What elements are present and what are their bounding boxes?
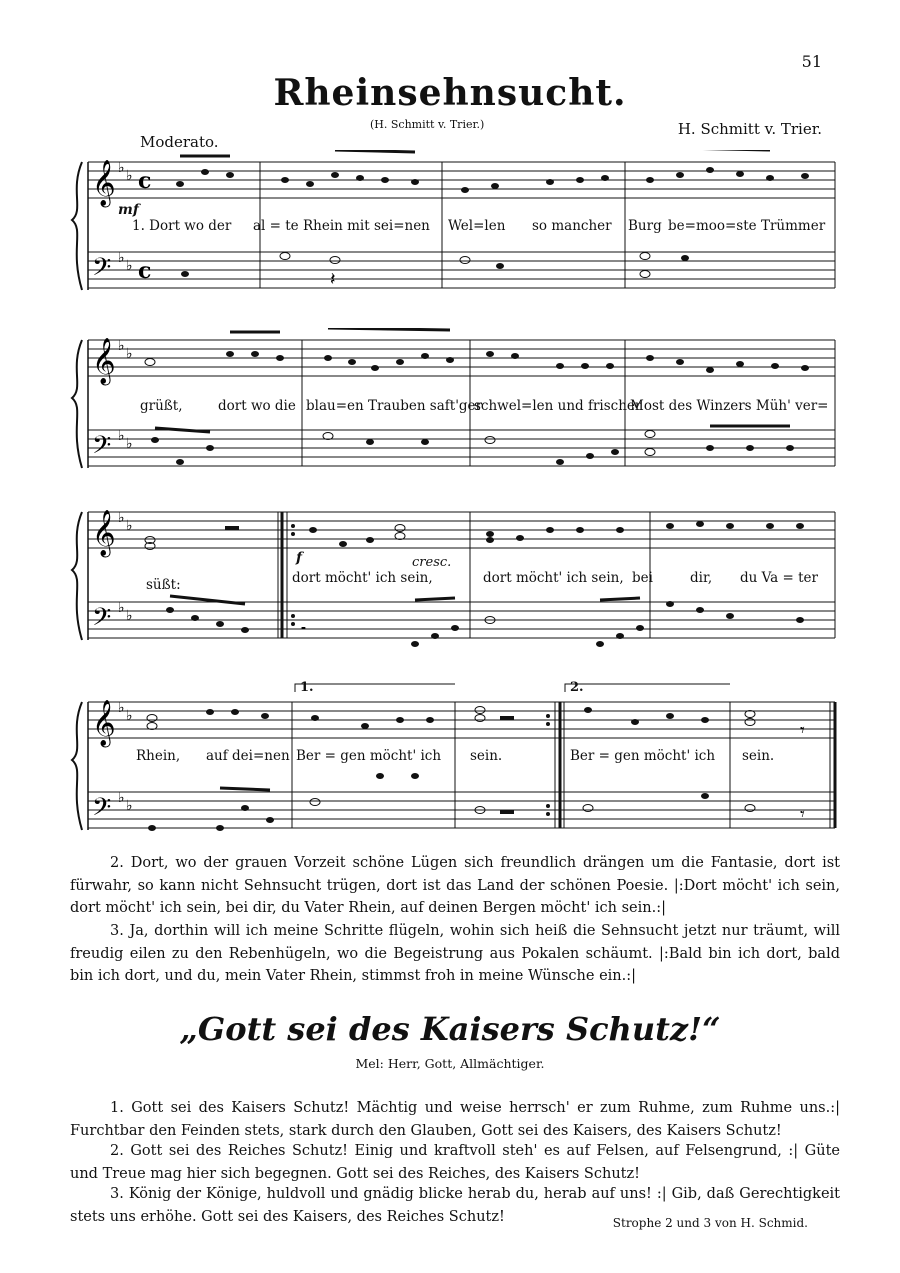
svg-text:𝄢: 𝄢 (92, 793, 112, 828)
tempo-marking: Moderato. (140, 133, 219, 151)
melody-note: Mel: Herr, Gott, Allmächtiger. (355, 1056, 545, 1071)
svg-text:♭: ♭ (118, 160, 125, 176)
svg-text:♭: ♭ (126, 518, 133, 534)
svg-text:♭: ♭ (118, 700, 125, 716)
lyric: blau=en Trauben saft'ger (306, 398, 483, 414)
lyric: 1. Dort wo der (132, 218, 232, 234)
lyric: Wel=len (448, 218, 506, 234)
svg-text:𝄞: 𝄞 (92, 338, 116, 384)
lyric: süßt: (146, 577, 181, 593)
hymn-title: „Gott sei des Kaisers Schutz!“ (179, 1010, 721, 1048)
svg-text:♭: ♭ (126, 346, 133, 362)
lyric: dort möcht' ich sein, (483, 570, 624, 586)
svg-text:𝄾: 𝄾 (800, 804, 805, 825)
svg-text:♭: ♭ (126, 168, 133, 184)
svg-text:♭: ♭ (126, 708, 133, 724)
svg-text:♭: ♭ (126, 798, 133, 814)
svg-text:♭: ♭ (126, 436, 133, 452)
lyric: Ber = gen möcht' ich (296, 748, 442, 764)
lyric: sein. (742, 748, 775, 764)
page-number: 51 (801, 52, 822, 71)
lyric: du Va = ter (740, 570, 818, 586)
song-title: Rheinsehnsucht. (273, 72, 627, 114)
lyric: Ber = gen möcht' ich (570, 748, 716, 764)
svg-text:𝄞: 𝄞 (92, 700, 116, 746)
lyric: dort wo die (218, 398, 296, 414)
lyric: Most des Winzers Müh' ver= (630, 398, 829, 414)
svg-text:♭: ♭ (126, 608, 133, 624)
svg-text:𝄾: 𝄾 (800, 720, 805, 741)
svg-text:𝄢: 𝄢 (92, 253, 112, 288)
strophe-credit: Strophe 2 und 3 von H. Schmid. (612, 1216, 808, 1230)
svg-text:𝄢: 𝄢 (92, 431, 112, 466)
volta-first: 1. (300, 680, 314, 695)
svg-text:𝄞: 𝄞 (92, 510, 116, 556)
svg-text:𝄞: 𝄞 (92, 160, 116, 206)
score-system-3 (70, 500, 840, 655)
dynamic-f: f (296, 550, 303, 566)
lyric: Burg (628, 218, 662, 234)
song-verse-2: 2. Dort, wo der grauen Vorzeit schöne Lügen sich freundlich drängen um die Fantasie, dort ist fürwahr, so kann nicht Sehnsucht trügen, dort ist das Land der schönen Poesie. |:Dort möcht' ich sein, dort möcht' ich sein, bei dir, du Vater Rhein, auf deinen Bergen möcht' ich sein.:| (70, 855, 840, 916)
hymn-verse-2: 2. Gott sei des Reiches Schutz! Einig und kraftvoll steh' es auf Felsen, auf Felsengrund, :| Güte und Treue mag hier sich begegnen. Gott sei des Reiches, des Kaisers Schutz! (70, 1143, 840, 1182)
hymn-verse-1: 1. Gott sei des Kaisers Schutz! Mächtig und weise herrsch' er zum Ruhme, zum Ruhme uns.:| Furchtbar den Feinden stets, stark durch den Glauben, Gott sei des Kaisers, des Kaisers Schutz! (70, 1100, 840, 1139)
svg-text:𝄼: 𝄼 (300, 619, 307, 640)
lyric: dir, (690, 570, 713, 586)
arranger-note: (H. Schmitt v. Trier.) (370, 118, 485, 131)
lyric: schwel=len und frischer (474, 398, 642, 414)
lyric: grüßt, (140, 398, 183, 414)
lyric: so mancher (532, 218, 612, 234)
lyric: al = te Rhein mit sei=nen (253, 218, 430, 234)
svg-text:♭: ♭ (118, 600, 125, 616)
dynamic-mf: mf (118, 202, 139, 218)
hymn-verse-3: 3. König der Könige, huldvoll und gnädig blicke herab du, herab auf uns! :| Gib, daß Gerechtigkeit stets uns erhöhe. Gott sei des Kaisers, des Reiches Schutz! (70, 1186, 840, 1225)
volta-second: 2. (570, 680, 584, 695)
svg-text:♭: ♭ (118, 250, 125, 266)
svg-text:𝄽: 𝄽 (330, 269, 336, 290)
dynamic-cresc: cresc. (412, 555, 452, 570)
svg-text:♭: ♭ (118, 428, 125, 444)
svg-text:♭: ♭ (118, 338, 125, 354)
svg-text:𝄢: 𝄢 (92, 603, 112, 638)
lyric: auf dei=nen (206, 748, 290, 764)
lyric: be=moo=ste Trümmer (668, 218, 826, 234)
song-verse-3: 3. Ja, dorthin will ich meine Schritte flügeln, wohin sich heiß die Sehnsucht jetzt nur träumt, will freudig eilen zu den Rebenhügeln, wo die Begeistrung aus Pokalen schäumt. |:Bald bin ich dort, bald bin ich dort, und du, mein Vater Rhein, stimmst froh in meine Wünsche ein.:| (70, 923, 840, 984)
lyric: bei (632, 570, 653, 586)
svg-text:♭: ♭ (118, 790, 125, 806)
composer: H. Schmitt v. Trier. (677, 120, 822, 138)
svg-text:♭: ♭ (126, 258, 133, 274)
score-system-4 (70, 680, 840, 840)
lyric: Rhein, (136, 748, 181, 764)
lyric: dort möcht' ich sein, (292, 570, 433, 586)
svg-text:c: c (138, 168, 152, 194)
svg-text:c: c (138, 258, 152, 284)
lyric: sein. (470, 748, 503, 764)
svg-text:♭: ♭ (118, 510, 125, 526)
